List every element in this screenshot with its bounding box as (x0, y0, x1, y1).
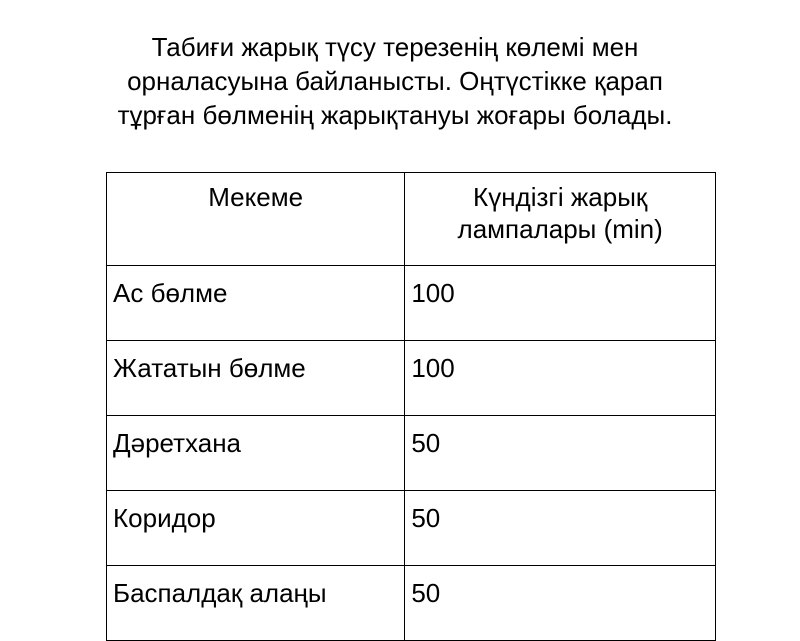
column-header-label: лампалары (min) (457, 214, 663, 244)
table-row (107, 416, 716, 491)
table-row (107, 266, 716, 341)
institution-cell: Дәретхана (107, 416, 405, 491)
table-row (107, 566, 716, 641)
heading-line: тұрған бөлменің жарықтануы жоғары болады. (117, 100, 673, 130)
table-row (107, 341, 716, 416)
heading-text (100, 30, 690, 132)
value-cell: 50 (405, 416, 716, 491)
column-header-daylight-lamps (405, 173, 716, 266)
institution-cell: Баспалдақ алаңы (107, 566, 405, 641)
column-header-label: Күндізгі жарық (473, 182, 648, 212)
heading-line: орналасуына байланысты. Оңтүстікке қарап (127, 66, 663, 96)
value-cell: 50 (405, 491, 716, 566)
column-header-label: Мекеме (208, 182, 304, 212)
institution-cell: Ас бөлме (107, 266, 405, 341)
heading-line: Табиғи жарық түсу терезенің көлемі мен (151, 32, 639, 62)
value-cell: 50 (405, 566, 716, 641)
institution-cell: Жататын бөлме (107, 341, 405, 416)
column-header-institution (107, 173, 405, 266)
lamp-norms-table (106, 172, 716, 641)
value-cell: 100 (405, 341, 716, 416)
table-row (107, 491, 716, 566)
table-header-row (107, 173, 716, 266)
institution-cell: Коридор (107, 491, 405, 566)
value-cell: 100 (405, 266, 716, 341)
